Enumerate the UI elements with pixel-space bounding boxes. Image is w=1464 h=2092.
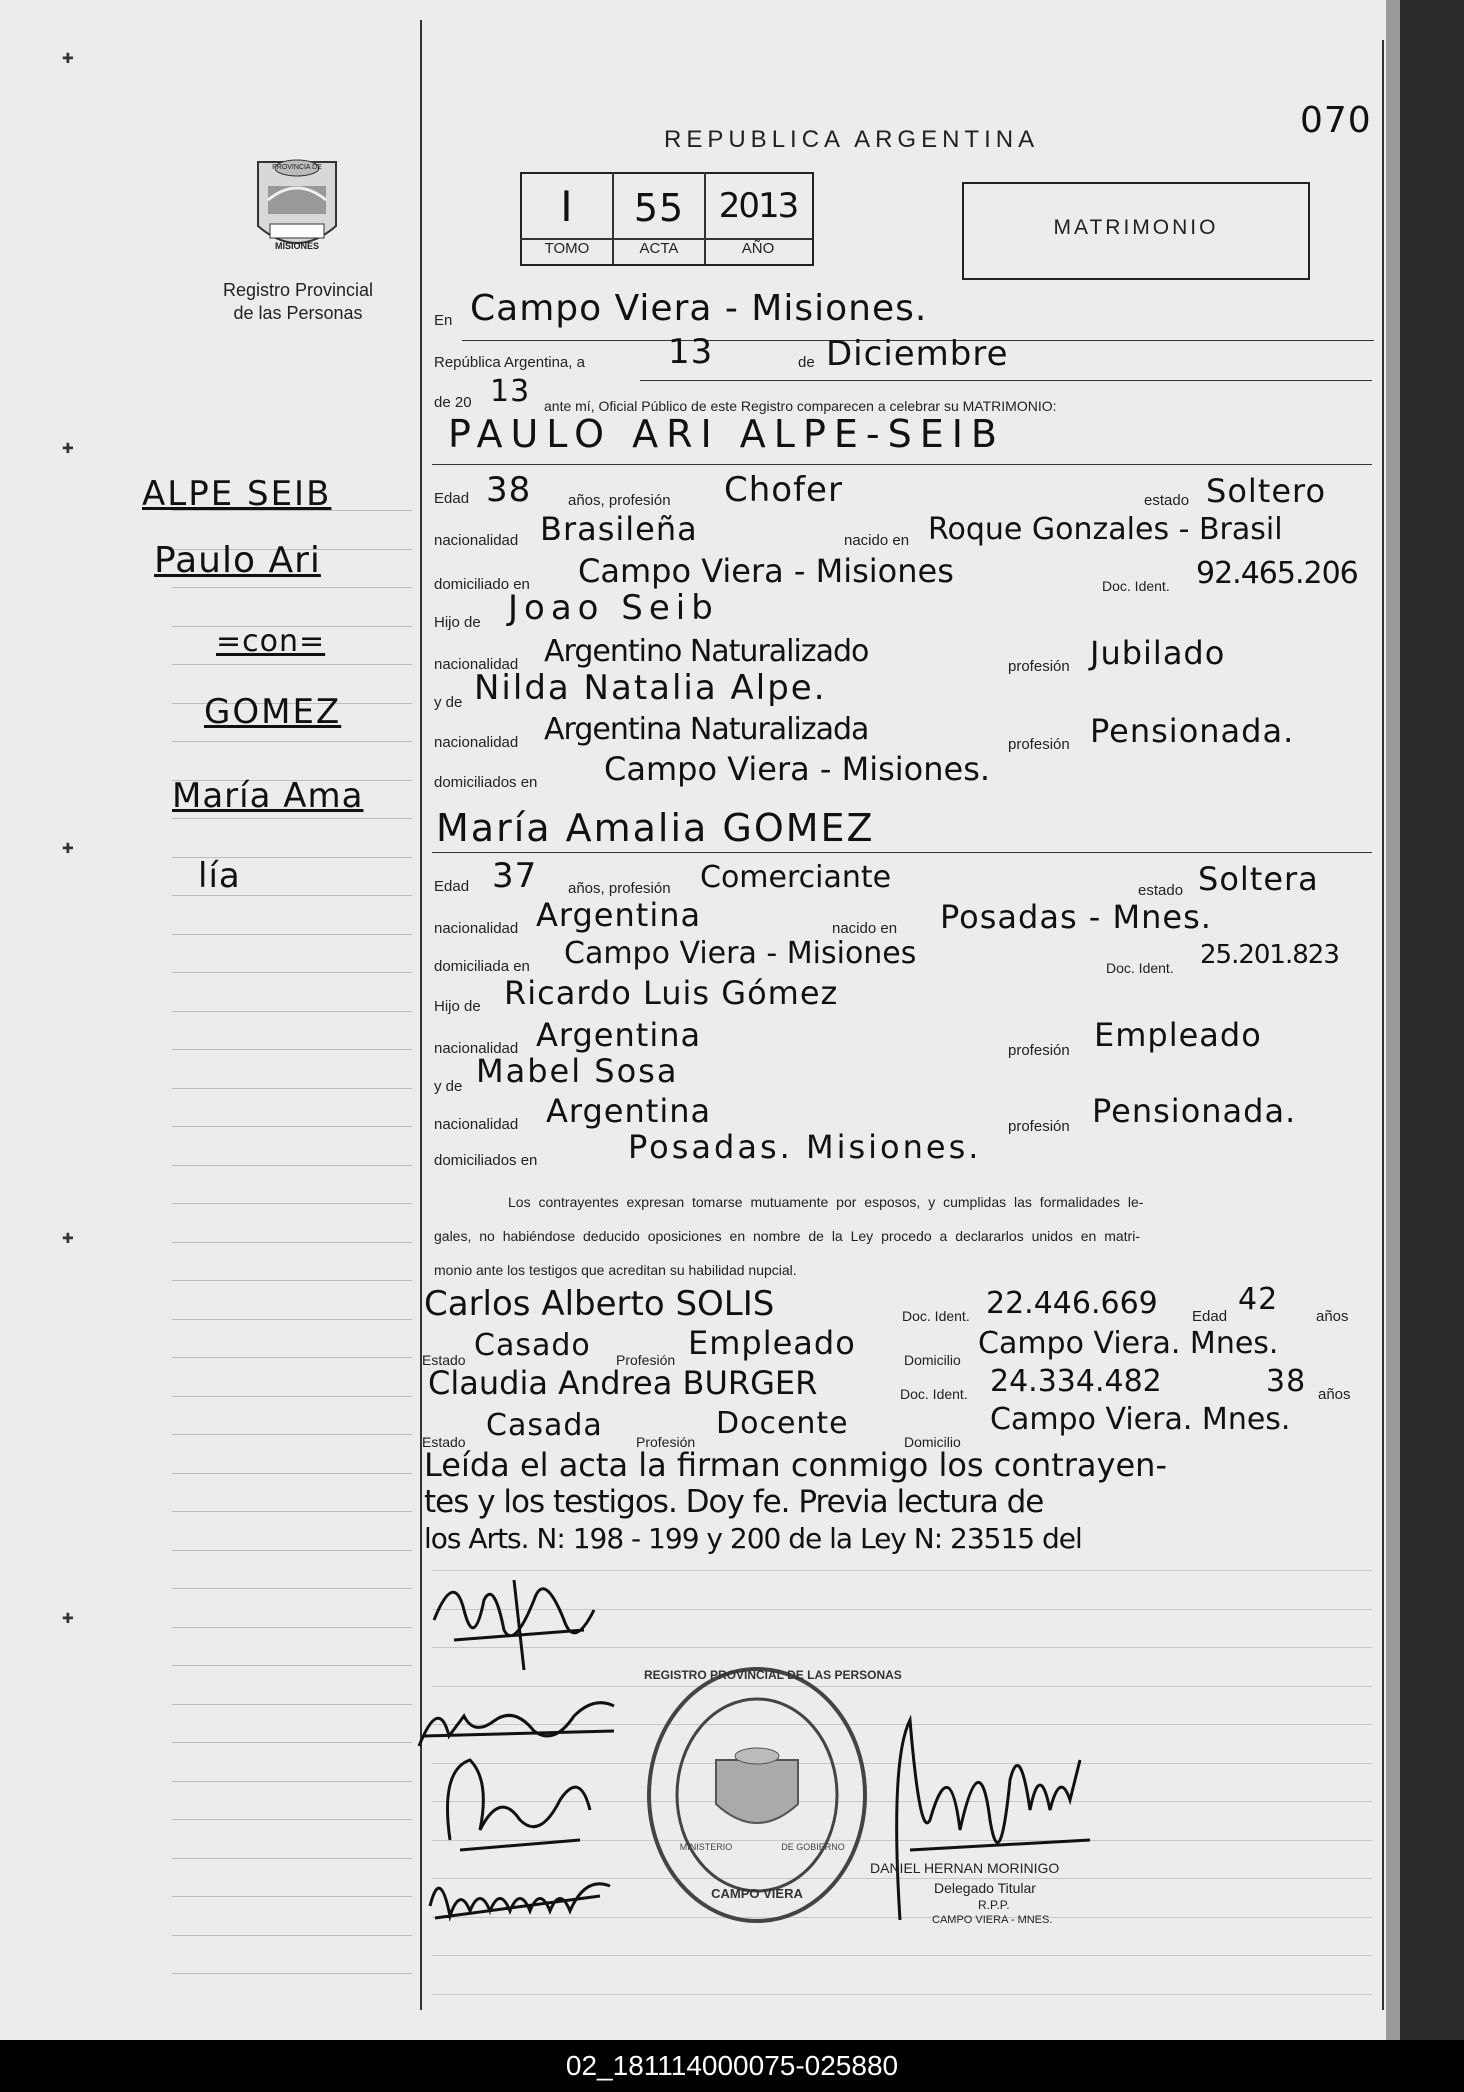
date-underline <box>640 380 1372 381</box>
bride-mother-nationality: Argentina <box>546 1092 712 1130</box>
groom-mother-profession: Pensionada. <box>1090 712 1295 750</box>
witness2-domicilio-label: Domicilio <box>904 1434 961 1450</box>
witness2-domicile: Campo Viera. Mnes. <box>990 1402 1291 1437</box>
bride-mother-nac-label: nacionalidad <box>434 1116 519 1133</box>
margin-ruling-line <box>172 1203 412 1204</box>
groom-domicile: Campo Viera - Misiones <box>578 552 954 590</box>
groom-hijo-label: Hijo de <box>434 614 481 631</box>
groom-nacido-label: nacido en <box>844 532 910 549</box>
declaration-line2: gales, no habiéndose deducido oposiciones en nombre de la Ley procedo a declararlos unidos en matri- <box>434 1228 1140 1244</box>
bride-age: 37 <box>492 856 538 896</box>
groom-birthplace: Roque Gonzales - Brasil <box>928 512 1283 547</box>
groom-mother: Nilda Natalia Alpe. <box>474 668 827 708</box>
margin-surname: ALPE SEIB <box>142 474 332 514</box>
margin-ruling-line <box>172 1627 412 1628</box>
month-value: Diciembre <box>826 334 1009 374</box>
groom-name-underline <box>432 464 1372 465</box>
de-label: de <box>798 354 815 371</box>
margin-ruling-line <box>172 1973 412 1974</box>
bride-nacido-label: nacido en <box>832 920 898 937</box>
ano-value: 2013 <box>718 186 798 226</box>
margin-ruling-line <box>172 818 412 819</box>
bride-doc-number: 25.201.823 <box>1200 940 1339 970</box>
declaration-line1: Los contrayentes expresan tomarse mutuamente por esposos, y cumplidas las formalidades le- <box>508 1194 1144 1210</box>
registry-name-line1: Registro Provincial <box>222 280 374 300</box>
body-ruling-line <box>432 1955 1372 1956</box>
margin-ruling-line <box>172 1588 412 1589</box>
margin-ruling-line <box>172 1704 412 1705</box>
groom-doc-number: 92.465.206 <box>1196 556 1358 591</box>
bride-birthplace: Posadas - Mnes. <box>940 898 1212 936</box>
groom-father-profession: Jubilado <box>1090 634 1226 672</box>
bride-marital-status: Soltera <box>1198 860 1319 898</box>
bride-y-de-label: y de <box>434 1078 463 1095</box>
margin-ruling-line <box>172 1550 412 1551</box>
tomo-value: I <box>560 182 574 231</box>
groom-name: PAULO ARI ALPE-SEIB <box>448 412 1005 456</box>
margin-ruling-line <box>172 1049 412 1050</box>
margin-con: =con= <box>216 624 326 659</box>
logo-text-bottom: MISIONES <box>274 241 319 251</box>
margin-ruling-line <box>172 1165 412 1166</box>
witness2-name: Claudia Andrea BURGER <box>428 1364 818 1402</box>
groom-domiciliados-label: domiciliados en <box>434 774 538 791</box>
bride-name-underline <box>432 852 1372 853</box>
margin-ruling-line <box>172 1665 412 1666</box>
margin-ruling-line <box>172 934 412 935</box>
stitch-mark: ✚ <box>62 440 74 456</box>
margin-ruling-line <box>172 1319 412 1320</box>
groom-age: 38 <box>486 470 532 510</box>
witness2-profession: Docente <box>716 1406 849 1441</box>
witness2-doc-label: Doc. Ident. <box>900 1386 968 1402</box>
bride-parents-domicile: Posadas. Misiones. <box>628 1128 982 1166</box>
seal-inner-left: MINISTERIO <box>679 1842 733 1852</box>
republica-label: República Argentina, a <box>434 354 585 371</box>
margin-ruling-line <box>172 1858 412 1859</box>
margin-given-name: Paulo Ari <box>154 540 321 581</box>
act-type: MATRIMONIO <box>1053 216 1219 239</box>
groom-marital-status: Soltero <box>1206 472 1327 510</box>
margin-ruling-line <box>172 1781 412 1782</box>
witness2-signature <box>420 1856 620 1926</box>
ano-label: AÑO <box>741 240 775 257</box>
margin-bride-name-end: lía <box>198 856 241 896</box>
margin-ruling-line <box>172 1357 412 1358</box>
margin-ruling-line <box>172 1935 412 1936</box>
groom-profesion-label: años, profesión <box>568 492 671 509</box>
witness1-age: 42 <box>1238 1282 1279 1317</box>
witness2-anos-label: años <box>1318 1386 1351 1403</box>
margin-ruling-line <box>172 1473 412 1474</box>
stitch-mark: ✚ <box>62 1230 74 1246</box>
margin-ruling-line <box>172 1242 412 1243</box>
bride-nacionalidad-label: nacionalidad <box>434 920 519 937</box>
groom-parents-domicile: Campo Viera - Misiones. <box>604 750 991 788</box>
groom-estado-label: estado <box>1144 492 1190 509</box>
witness1-domicilio-label: Domicilio <box>904 1352 961 1368</box>
bride-mother-prof-label: profesión <box>1008 1118 1070 1135</box>
margin-ruling-line <box>172 1742 412 1743</box>
seal-center-text: CAMPO VIERA <box>711 1886 803 1901</box>
closing-line2: tes y los testigos. Doy fe. Previa lectura de <box>424 1484 1044 1520</box>
witness1-doc-label: Doc. Ident. <box>902 1308 970 1324</box>
official-title: Delegado Titular <box>934 1880 1036 1896</box>
margin-ruling-line <box>172 741 412 742</box>
image-id-footer: 02_181114000075-025880 <box>0 2040 1464 2092</box>
groom-domiciliado-label: domiciliado en <box>434 576 530 593</box>
groom-mother-nac-label: nacionalidad <box>434 734 519 751</box>
bride-nationality: Argentina <box>536 896 702 934</box>
closing-line3: los Arts. N: 198 - 199 y 200 de la Ley N: 23515 del <box>424 1522 1082 1555</box>
margin-ruling-line <box>172 1819 412 1820</box>
margin-ruling-line <box>172 1511 412 1512</box>
acta-label: ACTA <box>639 240 679 257</box>
margin-ruling-line <box>172 1280 412 1281</box>
declaration-line3: monio ante los testigos que acreditan su habilidad nupcial. <box>434 1262 797 1278</box>
margin-ruling-line <box>172 1896 412 1897</box>
bride-domicile: Campo Viera - Misiones <box>564 936 917 971</box>
right-border <box>1382 40 1384 2010</box>
margin-ruling-line <box>172 972 412 973</box>
margin-ruling-line <box>172 1011 412 1012</box>
body-ruling-line <box>432 1994 1372 1995</box>
margin-bride-name: María Ama <box>172 776 364 816</box>
bride-mother-profession: Pensionada. <box>1092 1092 1297 1130</box>
bride-doc-label: Doc. Ident. <box>1106 960 1174 976</box>
day-value: 13 <box>668 332 714 372</box>
groom-father-prof-label: profesión <box>1008 658 1070 675</box>
witness2-profesion-label: Profesión <box>636 1434 696 1450</box>
margin-ruling-line <box>172 1088 412 1089</box>
witness1-status: Casado <box>474 1328 591 1363</box>
registry-name-line2: de las Personas <box>233 303 363 323</box>
stitch-mark: ✚ <box>62 840 74 856</box>
stitch-mark: ✚ <box>62 1610 74 1626</box>
bride-father: Ricardo Luis Gómez <box>504 974 839 1012</box>
city-value: Campo Viera - Misiones. <box>470 288 928 329</box>
bride-name: María Amalia GOMEZ <box>436 806 875 850</box>
official-name: DANIEL HERNAN MORINIGO <box>870 1860 1060 1876</box>
margin-ruling-line <box>172 1434 412 1435</box>
country-title: REPUBLICA ARGENTINA <box>664 126 1040 153</box>
year-prefix: de 20 <box>434 394 472 411</box>
closing-line1: Leída el acta la firman conmigo los contrayen- <box>424 1446 1167 1484</box>
stitch-mark: ✚ <box>62 50 74 66</box>
seal-ring-text: REGISTRO PROVINCIAL DE LAS PERSONAS <box>644 1668 902 1682</box>
margin-ruling-line <box>172 1396 412 1397</box>
witness2-status: Casada <box>486 1408 603 1443</box>
logo-text-top: PROVINCIA DE <box>272 164 322 171</box>
groom-father-nac-label: nacionalidad <box>434 656 519 673</box>
groom-y-de-label: y de <box>434 694 463 711</box>
bride-father-nac-label: nacionalidad <box>434 1040 519 1057</box>
bride-domiciliada-label: domiciliada en <box>434 958 530 975</box>
appearance-text: ante mí, Oficial Público de este Registro comparecen a celebrar su MATRIMONIO: <box>544 398 1057 414</box>
witness1-signature <box>430 1750 610 1860</box>
groom-mother-prof-label: profesión <box>1008 736 1070 753</box>
witness2-doc: 24.334.482 <box>990 1364 1162 1399</box>
witness1-name: Carlos Alberto SOLIS <box>424 1284 775 1324</box>
witness1-edad-label: Edad <box>1192 1308 1228 1325</box>
bride-hijo-label: Hijo de <box>434 998 481 1015</box>
witness1-doc: 22.446.669 <box>986 1286 1158 1321</box>
bride-father-profession: Empleado <box>1094 1016 1262 1054</box>
witness1-estado-label: Estado <box>422 1352 466 1368</box>
witness1-anos-label: años <box>1316 1308 1349 1325</box>
tomo-label: TOMO <box>544 240 590 257</box>
bride-father-prof-label: profesión <box>1008 1042 1070 1059</box>
groom-nationality: Brasileña <box>540 510 698 548</box>
witness2-age: 38 <box>1266 1364 1307 1399</box>
official-office: R.P.P. <box>978 1898 1010 1912</box>
witness1-profesion-label: Profesión <box>616 1352 676 1368</box>
groom-doc-label: Doc. Ident. <box>1102 578 1170 594</box>
bride-domiciliados-label: domiciliados en <box>434 1152 538 1169</box>
en-label: En <box>434 312 453 329</box>
groom-father: Joao Seib <box>508 588 719 628</box>
page-number: 070 <box>1300 100 1372 141</box>
margin-ruling-line <box>172 664 412 665</box>
year-suffix: 13 <box>490 374 531 409</box>
bride-profession: Comerciante <box>700 860 892 895</box>
bride-profesion-label: años, profesión <box>568 880 671 897</box>
binding-edge <box>1400 0 1464 2040</box>
bride-father-nationality: Argentina <box>536 1016 702 1054</box>
bride-mother: Mabel Sosa <box>476 1052 679 1090</box>
groom-nacionalidad-label: nacionalidad <box>434 532 519 549</box>
witness1-profession: Empleado <box>688 1324 856 1362</box>
acta-value: 55 <box>633 186 685 230</box>
bride-edad-label: Edad <box>434 878 470 895</box>
seal-inner-right: DE GOBIERNO <box>781 1842 845 1852</box>
margin-bride-surname: GOMEZ <box>204 692 342 732</box>
groom-profession: Chofer <box>724 470 843 510</box>
groom-mother-nationality: Argentina Naturalizada <box>544 712 869 747</box>
bride-estado-label: estado <box>1138 882 1184 899</box>
groom-signature <box>424 1560 604 1680</box>
groom-edad-label: Edad <box>434 490 470 507</box>
official-location: CAMPO VIERA - MNES. <box>932 1914 1053 1926</box>
groom-father-nationality: Argentino Naturalizado <box>544 634 869 669</box>
witness1-domicile: Campo Viera. Mnes. <box>978 1326 1279 1361</box>
margin-ruling-line <box>172 1126 412 1127</box>
margin-ruling-line <box>172 587 412 588</box>
witness2-estado-label: Estado <box>422 1434 466 1450</box>
